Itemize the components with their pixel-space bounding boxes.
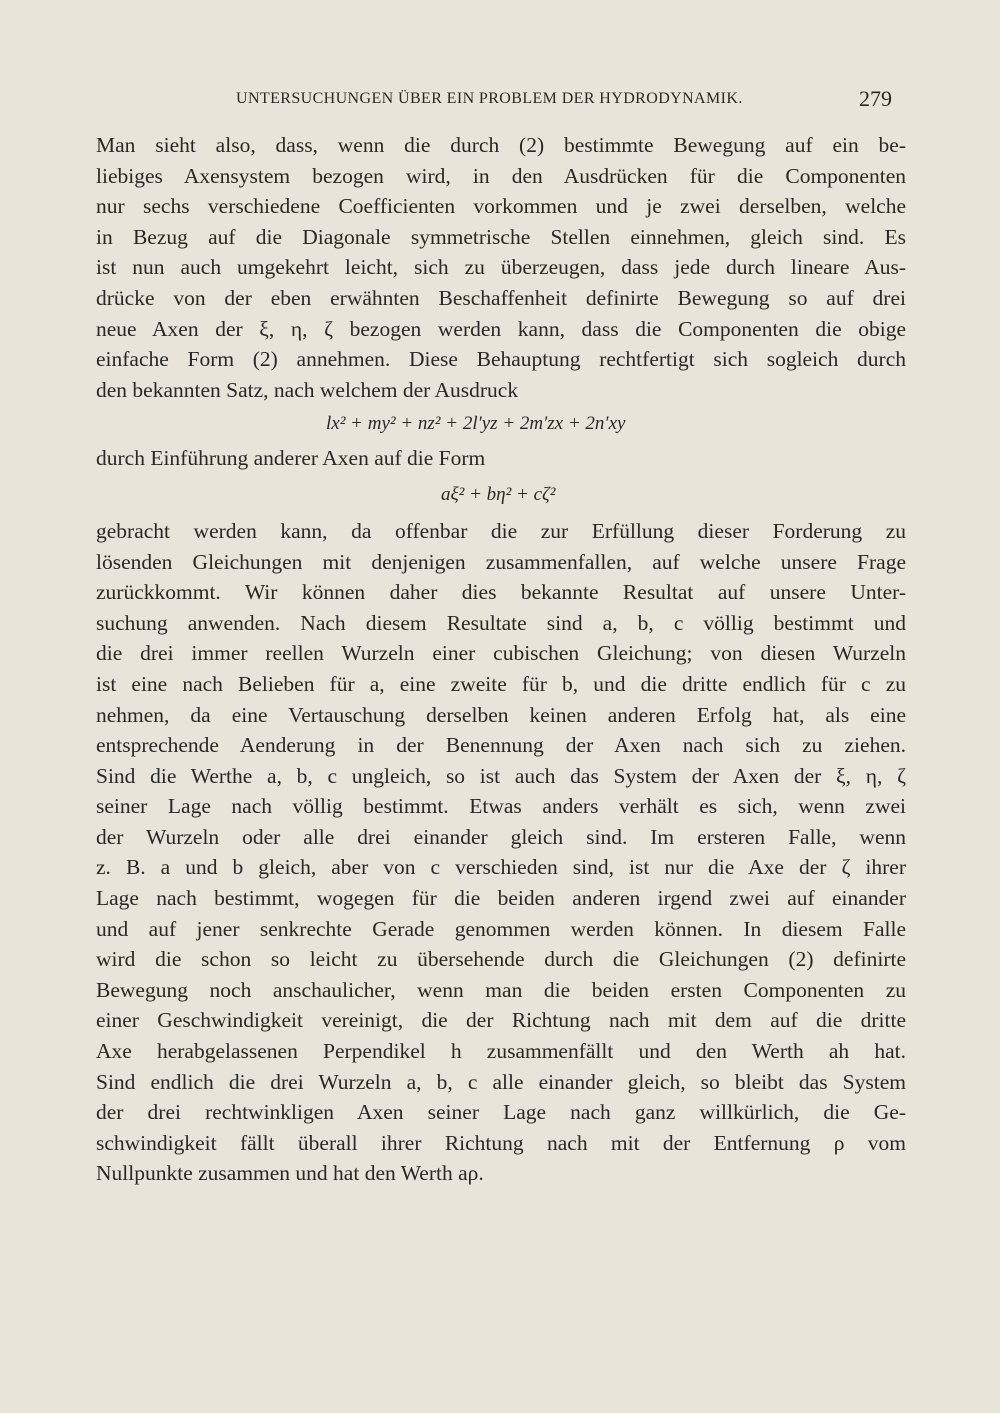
text-line: den bekannten Satz, nach welchem der Ausdruck [96,377,519,402]
text-line: z. B. a und b gleich, aber von c verschieden sind, ist nur die Axe der ζ ihrer [96,855,906,880]
page-number: 279 [859,86,892,111]
formula-quadratic-form: lx² + my² + nz² + 2l′yz + 2m′zx + 2n′xy [326,413,626,435]
text-line: einfache Form (2) annehmen. Diese Behauptung rechtfertigt sich sogleich durch [96,347,906,372]
text-line: der drei rechtwinkligen Axen seiner Lage nach ganz willkürlich, die Ge- [96,1100,906,1125]
text-line: neue Axen der ξ, η, ζ bezogen werden kann, dass die Componenten die obige [96,316,906,341]
text-line: Axe herabgelassenen Perpendikel h zusammenfällt und den Werth ah hat. [96,1039,906,1064]
text-line: seiner Lage nach völlig bestimmt. Etwas anders verhält es sich, wenn zwei [96,794,906,819]
running-header [96,88,896,112]
text-line: die drei immer reellen Wurzeln einer cubischen Gleichung; von diesen Wurzeln [96,641,906,666]
text-line: Sind die Werthe a, b, c ungleich, so ist auch das System der Axen der ξ, η, ζ [96,763,906,788]
text-line: nur sechs verschiedene Coefficienten vorkommen und je zwei derselben, welche [96,194,906,219]
text-line: der Wurzeln oder alle drei einander gleich sind. Im ersteren Falle, wenn [96,824,906,849]
text-line: Nullpunkte zusammen und hat den Werth aρ. [96,1161,484,1186]
text-line: Man sieht also, dass, wenn die durch (2) bestimmte Bewegung auf ein be- [96,133,906,157]
text-line-after-formula: durch Einführung anderer Axen auf die Form [96,446,486,471]
text-line: ist nun auch umgekehrt leicht, sich zu überzeugen, dass jede durch lineare Aus- [96,255,906,280]
text-line: liebiges Axensystem bezogen wird, in den Ausdrücken für die Componenten [96,163,906,188]
text-line: einer Geschwindigkeit vereinigt, die der Richtung nach mit dem auf die dritte [96,1008,906,1033]
text-line: lösenden Gleichungen mit denjenigen zusammenfallen, auf welche unsere Frage [96,549,906,574]
text-line: entsprechende Aenderung in der Benennung der Axen nach sich zu ziehen. [96,733,906,758]
paragraph-2 [96,516,906,1189]
text-line: schwindigkeit fällt überall ihrer Richtung nach mit der Entfernung ρ vom [96,1130,906,1155]
text-line: Bewegung noch anschaulicher, wenn man die beiden ersten Componenten zu [96,977,906,1002]
text-line: gebracht werden kann, da offenbar die zur Erfüllung dieser Forderung zu [96,518,906,543]
text-line: Lage nach bestimmt, wogegen für die beiden anderen irgend zwei auf einander [96,886,906,911]
paragraph-1 [96,130,906,405]
text-line: ist eine nach Belieben für a, eine zweite für b, und die dritte endlich für c zu [96,671,906,696]
text-line: Sind endlich die drei Wurzeln a, b, c alle einander gleich, so bleibt das System [96,1069,906,1094]
text-line: suchung anwenden. Nach diesem Resultate sind a, b, c völlig bestimmt und [96,610,906,635]
formula-normal-form: aξ² + bη² + cζ² [441,483,556,505]
running-title: UNTERSUCHUNGEN ÜBER EIN PROBLEM DER HYDRODYNAMIK. [236,90,743,107]
text-line: nehmen, da eine Vertauschung derselben keinen anderen Erfolg hat, als eine [96,702,906,727]
text-line: wird die schon so leicht zu übersehende durch die Gleichungen (2) definirte [96,947,906,972]
body-text [96,130,906,1189]
text-line: und auf jener senkrechte Gerade genommen werden können. In diesem Falle [96,916,906,941]
text-line: drücke von der eben erwähnten Beschaffenheit definirte Bewegung so auf drei [96,285,906,310]
text-line: in Bezug auf die Diagonale symmetrische Stellen einnehmen, gleich sind. Es [96,224,906,249]
text-line: zurückkommt. Wir können daher dies bekannte Resultat auf unsere Unter- [96,580,906,605]
